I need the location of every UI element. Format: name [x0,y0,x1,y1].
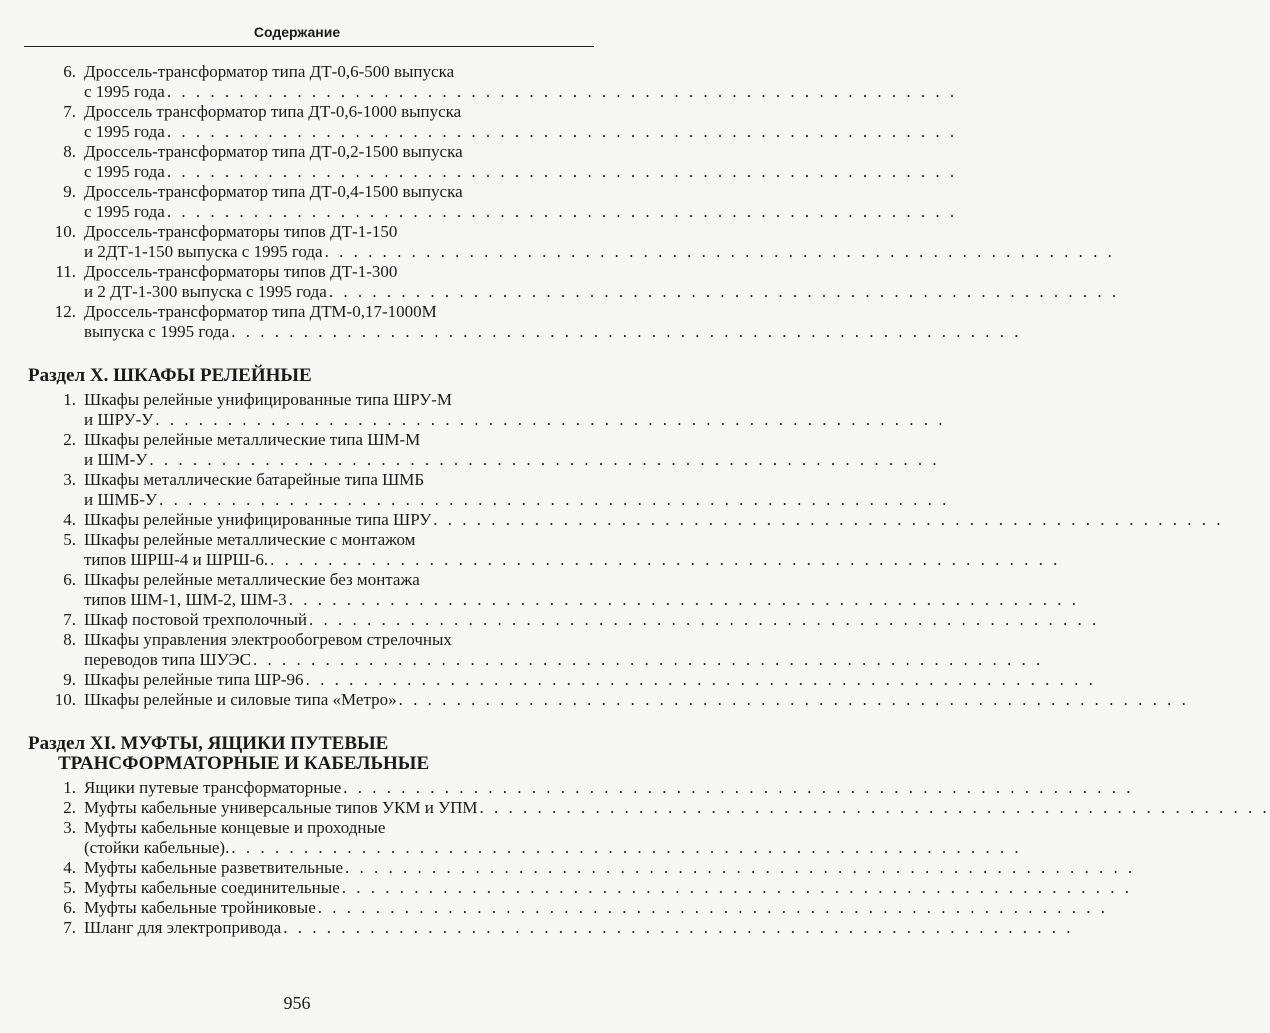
toc-entry-line-text: с 1995 года [84,202,165,221]
toc-entry[interactable] [28,898,1109,918]
toc-entry-text [84,142,957,182]
toc-entry[interactable] [28,62,958,102]
toc-entry[interactable] [28,798,1270,818]
toc-entry-line [84,242,1115,262]
toc-entry-line-text: и ШРУ-У [84,410,154,429]
toc-entry-line: Шкафы релейные металлические без монтажа [84,570,420,589]
leader-dots: . . . . . . . . . . . . . . . . . . . . . . . . . . . . . . . . . . . . . . . . . . . . . . . . . . . . . . . [317,898,1109,917]
leader-dots: . . . . . . . . . . . . . . . . . . . . . . . . . . . . . . . . . . . . . . . . . . . . . . . . . . . . . . . [283,918,1074,937]
toc-entry-text [84,570,1079,610]
toc-entry-line [84,878,1132,898]
toc-entry-number: 5. [63,530,76,549]
toc-entry-line [84,510,1224,530]
section-heading-x [28,366,594,386]
toc-entry-line-text: Муфты кабельные соединительные [84,878,340,897]
toc-entry-line [84,838,1022,858]
toc-entry-line [84,550,1060,570]
toc-entry-line: Дроссель-трансформатор типа ДТМ-0,17-1000М [84,302,437,321]
leader-dots: . . . . . . . . . . . . . . . . . . . . . . . . . . . . . . . . . . . . . . . . . . . . . . . . . . . . . . . [155,410,946,429]
leader-dots: . . . . . . . . . . . . . . . . . . . . . . . . . . . . . . . . . . . . . . . . . . . . . . . . . . . . . . . [433,510,1224,529]
toc-entry-line [84,82,957,102]
toc-entry[interactable] [28,510,1224,530]
toc-entry-text [84,530,1060,570]
leader-dots: . . . . . . . . . . . . . . . . . . . . . . . . . . . . . . . . . . . . . . . . . . . . . . . . . . . . . . . [231,322,1022,341]
leader-dots: . . . . . . . . . . . . . . . . . . . . . . . . . . . . . . . . . . . . . . . . . . . . . . . . . . . . . . . [341,878,1132,897]
leader-dots: . . . . . . . . . . . . . . . . . . . . . . . . . . . . . . . . . . . . . . . . . . . . . . . . . . . . . . . [159,490,950,509]
leader-dots: . . . . . . . . . . . . . . . . . . . . . . . . . . . . . . . . . . . . . . . . . . . . . . . . . . . . . . . [343,778,1134,797]
toc-entry[interactable] [28,182,958,222]
toc-entry-line-text: Муфты кабельные разветвительные [84,858,344,877]
toc-entry-text [84,898,1108,918]
toc-entry-number: 3. [63,818,76,837]
toc-entry-line-text: и ШМБ-У [84,490,158,509]
toc-group-section-x [28,390,1224,710]
leader-dots: . . . . . . . . . . . . . . . . . . . . . . . . . . . . . . . . . . . . . . . . . . . . . . . . . . . . . . . [252,650,1044,669]
toc-entry-line: Дроссель-трансформатор типа ДТ-0,6-500 выпуска [84,62,455,81]
header-rule [24,46,594,47]
toc-entry-line-text: и ШМ-У [84,450,148,469]
toc-entry[interactable] [28,858,1136,878]
toc-entry-number: 9. [63,670,76,689]
toc-entry[interactable] [28,222,1115,262]
toc-entry-text [84,670,1096,690]
toc-entry[interactable] [28,390,946,430]
toc-entry-number: 7. [63,918,76,937]
toc-entry-line [84,590,1079,610]
toc-entry-line-text: и 2 ДТ-1-300 выпуска с 1995 года [84,282,327,301]
toc-entry-text [84,102,957,142]
leader-dots: . . . . . . . . . . . . . . . . . . . . . . . . . . . . . . . . . . . . . . . . . . . . . . . . . . . . . . . [324,242,1115,261]
toc-entry[interactable] [28,102,958,142]
leader-dots: . . . . . . . . . . . . . . . . . . . . . . . . . . . . . . . . . . . . . . . . . . . . . . . . . . . . . . . [309,610,1100,629]
toc-entry-line-text: типов ШМ-1, ШМ-2, ШМ-3 [84,590,287,609]
toc-entry-line-text: переводов типа ШУЭС [84,650,251,669]
leader-dots: . . . . . . . . . . . . . . . . . . . . . . . . . . . . . . . . . . . . . . . . . . . . . . . . . . . . . . . [479,798,1270,817]
toc-entry-line [84,690,1189,710]
toc-entry-line [84,798,1270,818]
toc-entry[interactable] [28,262,1120,302]
toc-entry-text [84,182,957,222]
toc-entry-number: 8. [63,142,76,161]
leader-dots: . . . . . . . . . . . . . . . . . . . . . . . . . . . . . . . . . . . . . . . . . . . . . . . . . . . . . . . [270,550,1061,569]
toc-entry-number: 2. [63,798,76,817]
toc-entry-line: Шкафы металлические батарейные типа ШМБ [84,470,425,489]
toc-entry-number: 10. [54,222,76,241]
toc-entry-text [84,778,1134,798]
page-number: 956 [283,993,311,1013]
toc-entry-number: 11. [55,262,76,281]
toc-entry-line-text: Муфты кабельные тройниковые [84,898,316,917]
leader-dots: . . . . . . . . . . . . . . . . . . . . . . . . . . . . . . . . . . . . . . . . . . . . . . . . . . . . . . . [398,690,1189,709]
leader-dots: . . . . . . . . . . . . . . . . . . . . . . . . . . . . . . . . . . . . . . . . . . . . . . . . . . . . . . . [328,282,1120,301]
toc-entry-line [84,610,1099,630]
toc-entry[interactable] [28,670,1096,690]
toc-entry-line [84,202,957,222]
leader-dots: . . . . . . . . . . . . . . . . . . . . . . . . . . . . . . . . . . . . . . . . . . . . . . . . . . . . . . . [231,838,1022,857]
toc-entry-line: Шкафы релейные унифицированные типа ШРУ-М [84,390,453,409]
toc-entry-line: Дроссель-трансформаторы типов ДТ-1-150 [84,222,398,241]
toc-entry-line [84,778,1134,798]
toc-entry-text [84,918,1073,938]
toc-entry-line: Шкафы релейные металлические типа ШМ-М [84,430,421,449]
toc-entry-line-text: Муфты кабельные универсальные типов УКМ и УПМ [84,798,478,817]
section-heading-xi [28,734,594,774]
toc-entry-line [84,322,1021,342]
toc-entry-text [84,390,946,430]
section-heading-line: Раздел XI. МУФТЫ, ЯЩИКИ ПУТЕВЫЕ [28,733,389,754]
toc-group-continued [28,62,1120,342]
toc-entry-number: 5. [63,878,76,897]
toc-entry-line-text: Шкафы релейные и силовые типа «Метро» [84,690,397,709]
leader-dots: . . . . . . . . . . . . . . . . . . . . . . . . . . . . . . . . . . . . . . . . . . . . . . . . . . . . . . . [288,590,1079,609]
toc-entry-number: 2. [63,430,76,449]
toc-entry-text [84,798,1270,818]
toc-entry-text [84,818,1022,858]
toc-entry-line [84,410,946,430]
toc-entry-line-text: с 1995 года [84,82,165,101]
leader-dots: . . . . . . . . . . . . . . . . . . . . . . . . . . . . . . . . . . . . . . . . . . . . . . . . . . . . . . . [166,82,958,101]
toc-entry-line-text: и 2ДТ-1-150 выпуска с 1995 года [84,242,323,261]
toc-entry-number: 9. [63,182,76,201]
toc-entry[interactable] [28,430,940,470]
toc-entry-number: 7. [63,102,76,121]
toc-entry-number: 6. [63,62,76,81]
toc-entry-number: 12. [54,302,76,321]
toc-entry-line [84,162,957,182]
section-heading-line: ТРАНСФОРМАТОРНЫЕ И КАБЕЛЬНЫЕ [58,753,430,774]
toc-entry-text [84,690,1189,710]
toc-entry-line [84,650,1043,670]
toc-entry-line: Шкафы релейные металлические с монтажом [84,530,416,549]
toc-entry-line-text: с 1995 года [84,122,165,141]
toc-entry-line [84,282,1119,302]
toc-entry-number: 1. [63,778,76,797]
toc-entry[interactable] [28,630,1044,670]
toc-entry-number: 7. [63,610,76,629]
toc-entry-number: 1. [63,390,76,409]
toc-entry-number: 6. [63,570,76,589]
toc-entry[interactable] [28,470,950,510]
toc-entry-number: 4. [63,858,76,877]
toc-entry-line [84,918,1073,938]
toc-entry[interactable] [28,530,1061,570]
toc-entry-text [84,878,1132,898]
toc-entry-line-text: Шланг для электропривода [84,918,282,937]
toc-entry-number: 3. [63,470,76,489]
leader-dots: . . . . . . . . . . . . . . . . . . . . . . . . . . . . . . . . . . . . . . . . . . . . . . . . . . . . . . . [166,202,958,221]
toc-entry-line-text: Шкаф постовой трехполочный [84,610,308,629]
toc-entry-line-text: Ящики путевые трансформаторные [84,778,342,797]
toc-entry-line-text: Шкафы релейные типа ШР-96 [84,670,304,689]
toc-group-section-xi [28,778,1270,938]
toc-entry[interactable] [28,690,1189,710]
toc-entry[interactable] [28,142,958,182]
toc-entry-text [84,610,1099,630]
toc-entry[interactable] [28,302,1022,342]
toc-entry-line-text: типов ШРШ-4 и ШРШ-6. [84,550,269,569]
toc-entry-line [84,898,1108,918]
toc-entry-line-text: с 1995 года [84,162,165,181]
toc-entry[interactable] [28,778,1134,798]
toc-entry-line-text: Шкафы релейные унифицированные типа ШРУ [84,510,432,529]
toc-entry-number: 8. [63,630,76,649]
leader-dots: . . . . . . . . . . . . . . . . . . . . . . . . . . . . . . . . . . . . . . . . . . . . . . . . . . . . . . . [166,122,958,141]
toc-entry-line: Дроссель трансформатор типа ДТ-0,6-1000 выпуска [84,102,462,121]
toc-entry-text [84,62,957,102]
table-of-contents [0,62,1270,938]
leader-dots: . . . . . . . . . . . . . . . . . . . . . . . . . . . . . . . . . . . . . . . . . . . . . . . . . . . . . . . [149,450,940,469]
toc-entry-line [84,122,957,142]
leader-dots: . . . . . . . . . . . . . . . . . . . . . . . . . . . . . . . . . . . . . . . . . . . . . . . . . . . . . . . [345,858,1136,877]
toc-entry-text [84,630,1043,670]
toc-entry[interactable] [28,818,1022,858]
toc-entry-line [84,490,949,510]
toc-entry-text [84,510,1224,530]
toc-entry-line: Дроссель-трансформатор типа ДТ-0,4-1500 выпуска [84,182,463,201]
toc-entry-text [84,470,949,510]
toc-entry[interactable] [28,918,1074,938]
toc-entry-text [84,858,1135,878]
toc-entry-line-text: выпуска с 1995 года [84,322,230,341]
toc-entry-line: Шкафы управления электрообогревом стрелочных [84,630,452,649]
toc-entry[interactable] [28,610,1100,630]
toc-entry[interactable] [28,878,1132,898]
toc-entry-number: 6. [63,898,76,917]
toc-entry-line: Дроссель-трансформатор типа ДТ-0,2-1500 выпуска [84,142,463,161]
leader-dots: . . . . . . . . . . . . . . . . . . . . . . . . . . . . . . . . . . . . . . . . . . . . . . . . . . . . . . . [166,162,958,181]
toc-entry-line [84,858,1135,878]
toc-entry-line: Дроссель-трансформаторы типов ДТ-1-300 [84,262,398,281]
toc-entry-line [84,450,940,470]
toc-entry-text [84,262,1119,302]
section-heading-line: Раздел X. ШКАФЫ РЕЛЕЙНЫЕ [28,365,312,386]
toc-entry-text [84,430,940,470]
toc-entry-number: 10. [54,690,76,709]
leader-dots: . . . . . . . . . . . . . . . . . . . . . . . . . . . . . . . . . . . . . . . . . . . . . . . . . . . . . . . [305,670,1096,689]
toc-entry[interactable] [28,570,1079,610]
toc-entry-text [84,302,1021,342]
toc-entry-line: Муфты кабельные концевые и проходные [84,818,386,837]
toc-entry-line [84,670,1096,690]
toc-entry-text [84,222,1115,262]
toc-entry-number: 4. [63,510,76,529]
running-header: Содержание [253,24,341,40]
toc-entry-line-text: (стойки кабельные). [84,838,230,857]
